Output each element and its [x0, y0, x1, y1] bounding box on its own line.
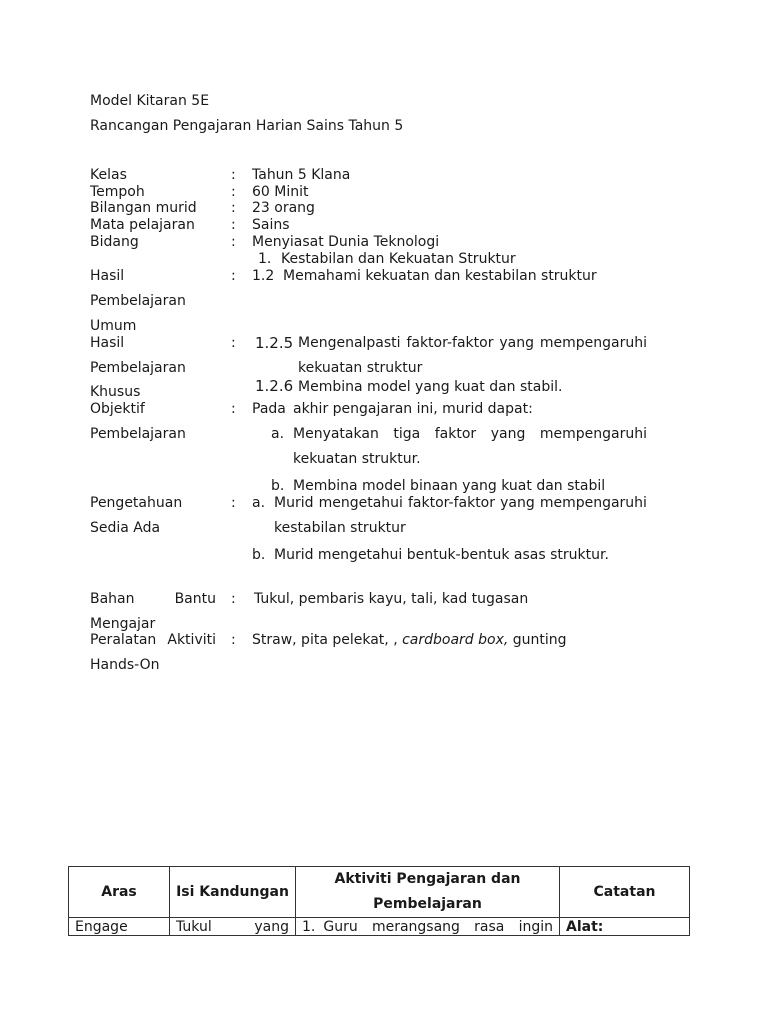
- hasil-khusus-item-2: Membina model yang kuat dan stabil.: [298, 379, 563, 395]
- field-value-kelas: Tahun 5 Klana: [252, 167, 351, 183]
- objektif-intro-1: Pada: [252, 401, 286, 417]
- table-row: [69, 918, 690, 936]
- hasil-khusus-number-2: 1.2.6: [255, 377, 294, 395]
- hasil-khusus-number-1: 1.2.5: [255, 334, 294, 352]
- header-catatan: Catatan: [560, 867, 690, 918]
- field-colon: :: [231, 495, 236, 511]
- bahan-label-2: Mengajar: [90, 616, 156, 632]
- field-colon: :: [231, 268, 236, 284]
- peralatan-label: [90, 632, 216, 649]
- field-value-mata: Sains: [252, 217, 290, 233]
- lesson-table: [68, 866, 690, 936]
- word: yang: [254, 918, 289, 935]
- field-colon: :: [231, 217, 236, 233]
- field-label-bilangan: Bilangan murid: [90, 200, 197, 216]
- word: faktor: [434, 426, 477, 442]
- pengetahuan-label-2: Sedia Ada: [90, 520, 161, 536]
- field-value-tempoh: 60 Minit: [252, 184, 309, 200]
- word: yang: [500, 495, 535, 511]
- aktiviti-number: 1.: [302, 918, 316, 935]
- word: faktor-faktor: [406, 335, 494, 351]
- pengetahuan-item-b: Murid mengetahui bentuk-bentuk asas struktur.: [274, 547, 609, 563]
- field-colon: :: [231, 591, 236, 607]
- pengetahuan-item-a: [274, 495, 647, 512]
- objektif-item-a-cont: kekuatan struktur.: [293, 451, 421, 467]
- word: faktor-faktor: [408, 495, 496, 511]
- word: ingin: [518, 918, 553, 935]
- header-aktiviti: [296, 867, 560, 918]
- field-colon: :: [231, 632, 236, 648]
- peralatan-value-a: Straw, pita pelekat, ,: [252, 632, 403, 648]
- field-colon: :: [231, 184, 236, 200]
- header-aras: Aras: [69, 867, 170, 918]
- hasil-khusus-item-1-cont: kekuatan struktur: [298, 360, 423, 376]
- peralatan-label-2: Hands-On: [90, 657, 160, 673]
- document-subtitle: Rancangan Pengajaran Harian Sains Tahun 5: [90, 118, 404, 134]
- cell-aktiviti: [296, 918, 560, 936]
- peralatan-value-italic: cardboard box,: [402, 632, 509, 648]
- field-value-bidang: Menyiasat Dunia Teknologi: [252, 234, 440, 250]
- word: yang: [499, 335, 534, 351]
- objektif-letter-a: a.: [271, 426, 285, 442]
- field-colon: :: [231, 200, 236, 216]
- word: mempengaruhi: [539, 426, 647, 442]
- field-colon: :: [231, 335, 236, 351]
- cell-aras: Engage: [69, 918, 170, 936]
- pengetahuan-label-1: Pengetahuan: [90, 495, 183, 511]
- hasil-khusus-label-2: Pembelajaran: [90, 360, 186, 376]
- cell-isi: [170, 918, 296, 936]
- objektif-item-a: [293, 426, 647, 443]
- word: Bantu: [174, 591, 216, 607]
- bahan-label: [90, 591, 216, 608]
- bahan-value: Tukul, pembaris kayu, tali, kad tugasan: [254, 591, 529, 607]
- peralatan-value-b: gunting: [508, 632, 567, 648]
- hasil-umum-label-2: Pembelajaran: [90, 293, 186, 309]
- tajuk-text: Kestabilan dan Kekuatan Struktur: [281, 251, 516, 267]
- header-aktiviti-line1: Aktiviti Pengajaran dan: [334, 871, 521, 887]
- word: mempengaruhi: [539, 335, 647, 351]
- word: mempengaruhi: [539, 495, 647, 511]
- word: Mengenalpasti: [298, 335, 401, 351]
- field-value-bilangan: 23 orang: [252, 200, 315, 216]
- word: tiga: [393, 426, 421, 442]
- hasil-umum-text: Memahami kekuatan dan kestabilan struktur: [283, 268, 597, 284]
- field-colon: :: [231, 401, 236, 417]
- word: Menyatakan: [293, 426, 379, 442]
- field-colon: :: [231, 234, 236, 250]
- hasil-umum-number: 1.2: [252, 268, 275, 284]
- word: Peralatan: [90, 632, 157, 648]
- table-header-row: [69, 867, 690, 918]
- field-label-bidang: Bidang: [90, 234, 139, 250]
- word: Murid: [274, 495, 314, 511]
- field-label-kelas: Kelas: [90, 167, 127, 183]
- word: Aktiviti: [167, 632, 216, 648]
- pengetahuan-letter-b: b.: [252, 547, 266, 563]
- word: mengetahui: [318, 495, 403, 511]
- pengetahuan-letter-a: a.: [252, 495, 266, 511]
- peralatan-value: [252, 632, 567, 649]
- objektif-intro-2: akhir pengajaran ini, murid dapat:: [293, 401, 533, 417]
- objektif-item-b: Membina model binaan yang kuat dan stabil: [293, 478, 606, 494]
- tajuk-number: 1.: [258, 251, 272, 267]
- objektif-letter-b: b.: [271, 478, 285, 494]
- word: Tukul: [176, 918, 212, 935]
- objektif-label-1: Objektif: [90, 401, 145, 417]
- word: Bahan: [90, 591, 135, 607]
- field-label-tempoh: Tempoh: [90, 184, 145, 200]
- field-label-mata: Mata pelajaran: [90, 217, 195, 233]
- document-title: Model Kitaran 5E: [90, 93, 210, 109]
- cell-catatan: Alat:: [560, 918, 690, 936]
- hasil-khusus-item-1: [298, 335, 647, 352]
- hasil-umum-label-1: Hasil: [90, 268, 125, 284]
- word: yang: [490, 426, 526, 442]
- objektif-label-2: Pembelajaran: [90, 426, 186, 442]
- pengetahuan-item-a-cont: kestabilan struktur: [274, 520, 406, 536]
- header-aktiviti-line2: Pembelajaran: [373, 896, 482, 912]
- hasil-umum-label-3: Umum: [90, 318, 137, 334]
- word: rasa: [474, 918, 505, 935]
- word: Guru: [323, 918, 358, 935]
- field-colon: :: [231, 167, 236, 183]
- header-isi: Isi Kandungan: [170, 867, 296, 918]
- word: merangsang: [371, 918, 460, 935]
- hasil-khusus-label-3: Khusus: [90, 384, 141, 400]
- hasil-khusus-label-1: Hasil: [90, 335, 125, 351]
